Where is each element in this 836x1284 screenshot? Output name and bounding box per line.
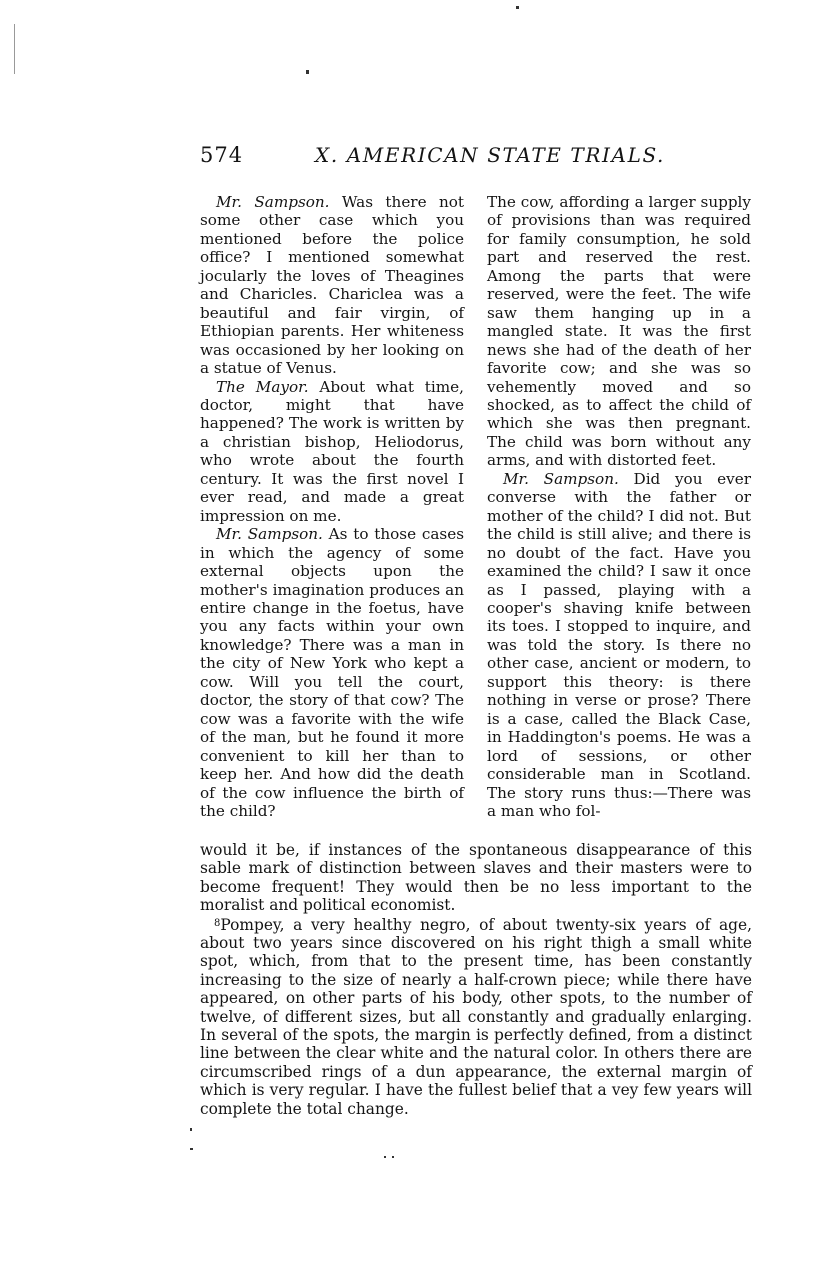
page-number: 574 <box>200 143 244 167</box>
paragraph <box>200 378 464 526</box>
footnote-block <box>200 841 752 1118</box>
speaker-label: Mr. Sampson. <box>216 193 330 211</box>
footnote-text: would it be, if instances of the spontaneous disappearance of this sable mark of distinction between slaves and their masters were to become frequent! They would then be no less important to the moralist and political economist. <box>200 841 752 915</box>
footnote-marker: 8 <box>214 917 221 929</box>
scan-speck <box>190 1128 192 1131</box>
paragraph <box>200 525 464 820</box>
paragraph-text: As to those cases in which the agency of some external objects upon the mother's imagination produces an entire change in the foetus, have you any facts within your own knowledge? There was a man in the city of New York who kept a cow. Will you tell the court, doctor, the story of that cow? The cow was a favorite with the wife of the man, but he found it more convenient to kill her than to keep her. And how did the death of the cow influence the birth of the child? <box>200 525 464 820</box>
footnote-text: Pompey, a very healthy negro, of about twenty-six years of age, about two years since discovered on his right thigh a small white spot, which, from that to the present time, has been constantly increasing to the size of nearly a half-crown piece; while there have appeared, on other parts of his body, other spots, to the number of twelve, of different sizes, but all constantly and gradually enlarging. In several of the spots, the margin is perfectly defined, from a distinct line between the clear white and the natural color. In others there are circumscribed rings of a dun appearance, the external margin of which is very regular. I have the fullest belief that a vey few years will complete the total change. <box>200 915 752 1118</box>
speaker-label: Mr. Sampson. <box>216 525 323 544</box>
right-column <box>487 193 751 820</box>
left-column <box>200 193 464 820</box>
scan-speck <box>14 24 15 74</box>
paragraph <box>487 470 751 821</box>
paragraph <box>200 193 464 378</box>
speaker-label: Mr. Sampson. <box>503 469 619 488</box>
page-header <box>200 143 755 173</box>
paragraph-text: About what time, doctor, might that have happened? The work is written by a christian bishop, Heliodorus, who wrote about the fourth century. It was the first novel I ever read, and made a great impression on me. <box>200 377 464 525</box>
paragraph-text: Was there not some other case which you mentioned before the police office? I mentioned somewhat jocularly the loves of Theagines and Charicles. Chariclea was a beautiful and fair virgin, of Ethiopian parents. Her whiteness was occasioned by her looking on a statue of Venus. <box>200 193 464 378</box>
scan-speck <box>384 1156 386 1158</box>
paragraph-text: Did you ever converse with the father or mother of the child? I did not. But the child is still alive; and there is no doubt of the fact. Have you examined the child? I saw it once as I passed, playing with a cooper's shaving knife between its toes. I stopped to inquire, and was told the story. Is there no other case, ancient or modern, to support this theory: is there nothing in verse or prose? There is a case, called the Black Case, in Haddington's poems. He was a lord of sessions, or other considerable man in Scotland. The story runs thus:—There was a man who fol- <box>487 469 751 820</box>
paragraph <box>487 193 751 470</box>
footnote-paragraph <box>200 915 752 1118</box>
scan-speck <box>392 1156 394 1158</box>
speaker-label: The Mayor. <box>216 377 309 396</box>
scan-speck <box>516 6 519 9</box>
running-title: X. AMERICAN STATE TRIALS. <box>315 143 665 167</box>
scan-speck <box>190 1148 193 1150</box>
footnote-paragraph <box>200 841 752 915</box>
scan-speck <box>306 70 309 74</box>
paragraph-text: The cow, affording a larger supply of provisions than was required for family consumption, he sold part and reserved the rest. Among the parts that were reserved, were the feet. The wife saw them hanging up in a mangled state. It was the first news she had of the death of her favorite cow; and she was so vehemently moved and so shocked, as to affect the child of which she was then pregnant. The child was born without any arms, and with distorted feet. <box>487 193 751 470</box>
